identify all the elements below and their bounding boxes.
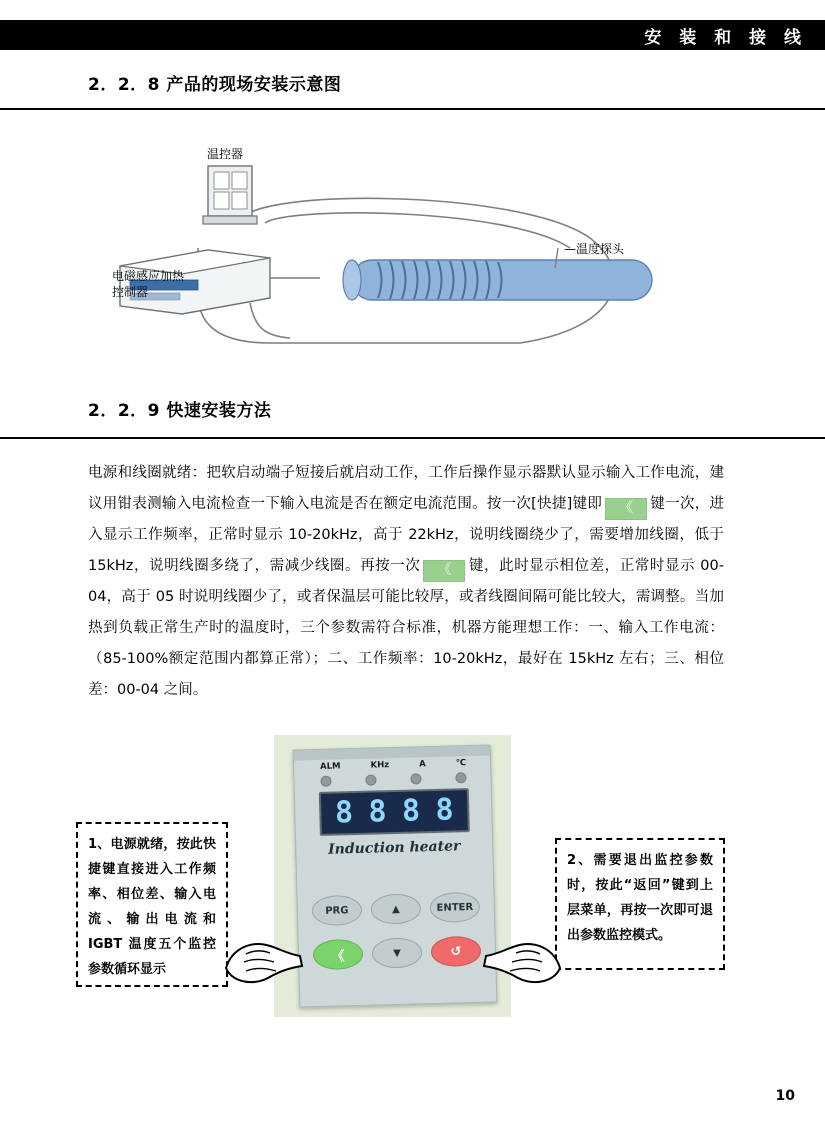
led-label-a: A	[419, 759, 426, 770]
led-indicator-a	[410, 773, 421, 784]
quick-key-chip-1: 《	[605, 498, 647, 520]
led-indicator-row	[320, 772, 466, 787]
led-indicator-khz	[365, 774, 376, 785]
prg-button[interactable]: PRG	[311, 895, 362, 926]
display-digit-1: 8	[334, 795, 354, 831]
digital-display	[319, 788, 470, 836]
led-label-row	[320, 758, 466, 772]
section-heading-228: 2．2．8 产品的现场安装示意图	[88, 75, 342, 95]
brand-label: Induction heater	[327, 838, 461, 858]
header-title: 安 装 和 接 线	[644, 28, 807, 48]
callout-left: 1、电源就绪，按此快捷键直接进入工作频率、相位差、输入电流、输出电流和 IGBT 温度五个监控参数循环显示	[76, 822, 228, 987]
section-heading-229: 2．2．9 快速安装方法	[88, 401, 272, 421]
display-digit-3: 8	[401, 793, 421, 829]
quick-key-chip-2: 《	[423, 560, 465, 582]
quick-key-button[interactable]: 《	[313, 939, 364, 970]
diagram-label-controller: 温控器	[207, 147, 244, 161]
diagram-label-probe: —温度探头	[564, 242, 625, 256]
diagram-label-heater: 电磁感应加热控制器	[112, 269, 185, 300]
led-indicator-celsius	[455, 772, 466, 783]
body-text-block	[88, 458, 724, 706]
body-part-1: 电源和线圈就绪：把软启动端子短接后就启动工作，工作后操作显示器默认显示输入工作电流，建议用钳表测输入电流检查一下输入电流是否在额定电流范围。按一次[快捷]键即	[88, 465, 724, 512]
display-digit-2: 8	[368, 794, 388, 830]
led-indicator-alm	[320, 776, 331, 787]
installation-diagram-svg	[90, 128, 740, 378]
body-part-3: 键，此时显示相位差，正常时显示 00-04，高于 05 时说明线圈少了，或者保温层可能比较厚，或者线圈间隔可能比较大，需调整。当加热到负载正常生产时的温度时，三个参数需符合标准，机器方能理想工作：一、输入工作电流：（85-100%额定范围内都算正常）；二、工作频率：10-20kHz，最好在 15kHz 左右；三、相位差：00-04 之间。	[88, 558, 724, 698]
led-label-alm: ALM	[319, 761, 341, 772]
led-label-khz: KHz	[370, 760, 390, 771]
up-button[interactable]: ▲	[370, 893, 421, 924]
button-row-bottom	[313, 936, 482, 970]
divider-rule-top	[0, 108, 825, 110]
controller-photo	[274, 735, 511, 1017]
installation-diagram	[90, 128, 740, 378]
led-label-celsius: ℃	[455, 758, 467, 769]
button-row-top	[311, 892, 480, 926]
body-paragraph	[88, 458, 724, 706]
back-button[interactable]: ↺	[431, 936, 482, 967]
enter-button[interactable]: ENTER	[429, 892, 480, 923]
page-number: 10	[775, 1088, 795, 1104]
callout-right: 2、需要退出监控参数时，按此“返回”键到上层菜单，再按一次即可退出参数监控模式。	[555, 838, 725, 970]
down-button[interactable]: ▼	[372, 937, 423, 968]
controller-panel	[293, 744, 498, 1007]
pointing-hand-left-icon	[222, 928, 308, 988]
pointing-hand-right-icon	[478, 928, 564, 988]
display-digit-4: 8	[435, 792, 455, 828]
body-part-2: 键一次，进入显示工作频率，正常时显示 10-20kHz，高于 22kHz，说明线圈绕少了，需要增加线圈，低于 15kHz，说明线圈多绕了，需减少线圈。再按一次	[88, 496, 725, 574]
divider-rule-bottom	[0, 437, 825, 439]
